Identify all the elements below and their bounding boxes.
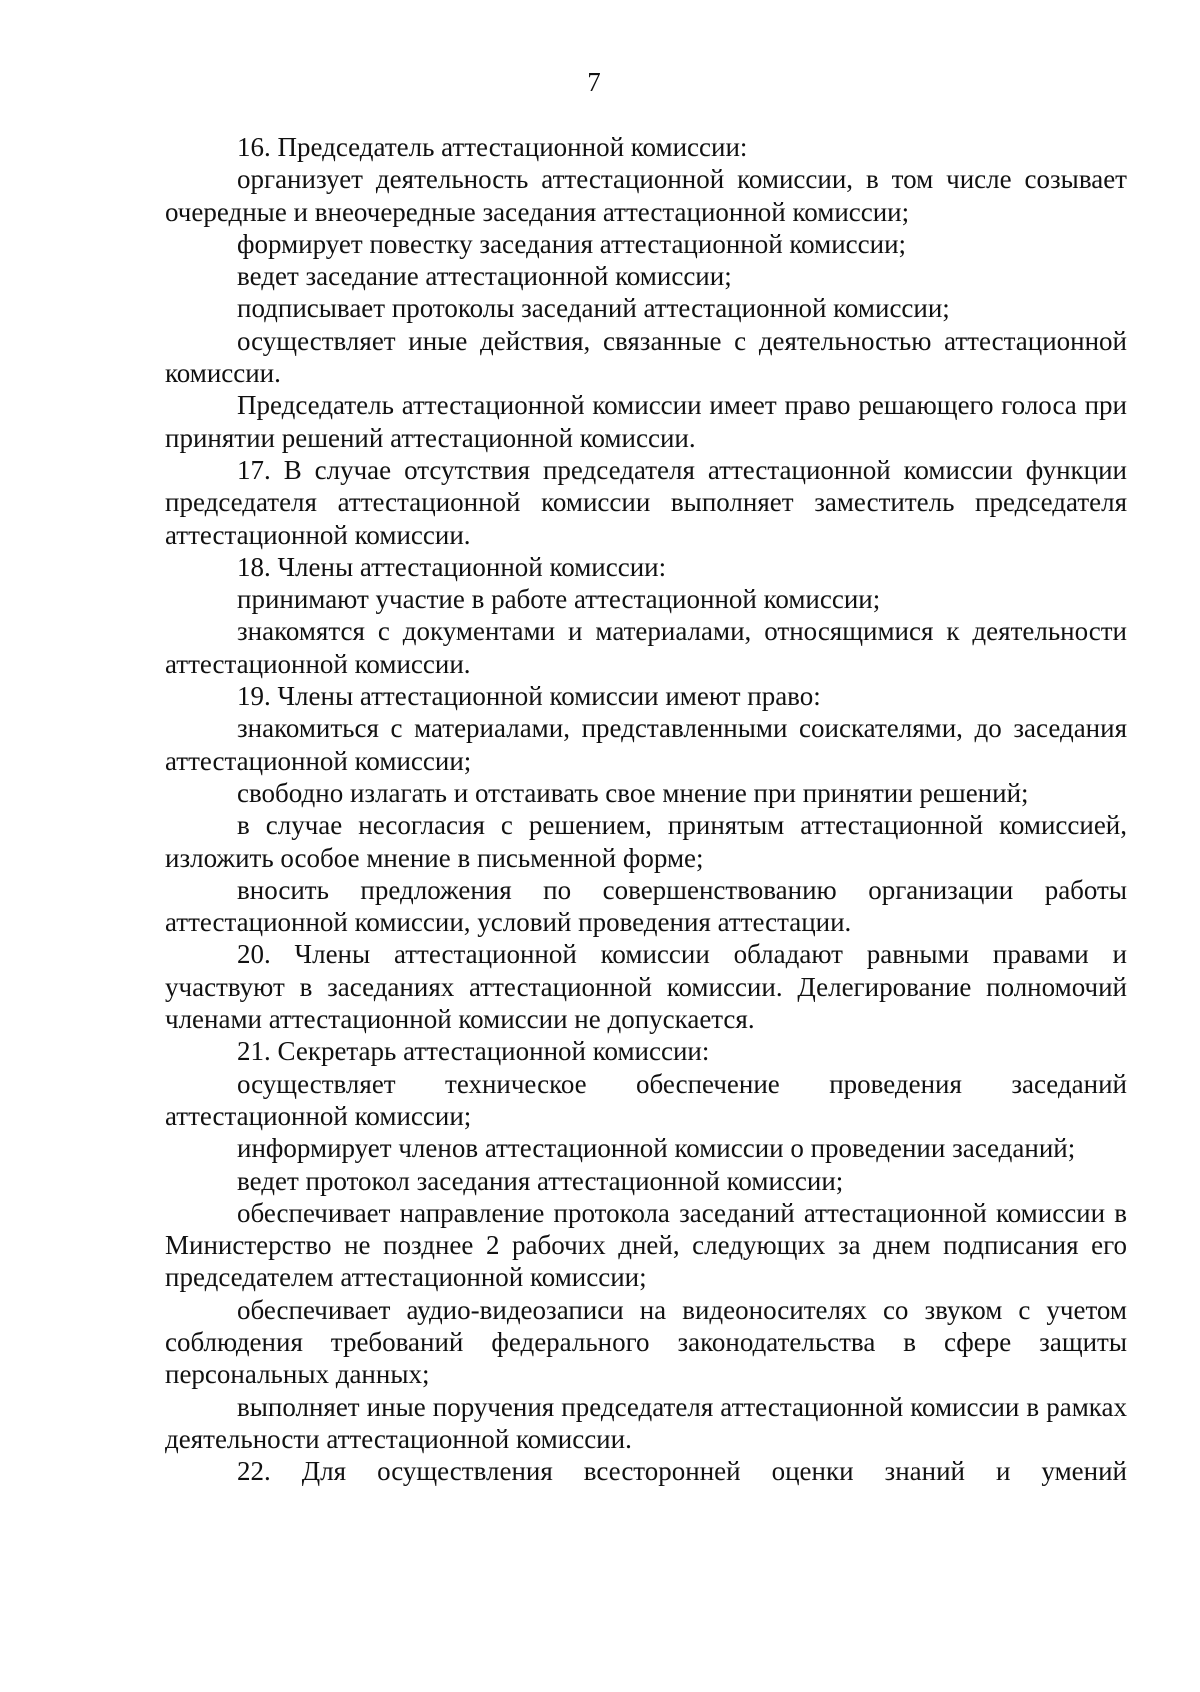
paragraph-21-item-recording: обеспечивает аудио-видеозаписи на видеоносителях со звуком с учетом соблюдения требований федерального законодательства в сфере защиты персональных данных; (165, 1294, 1127, 1390)
paragraph-21-heading: 21. Секретарь аттестационной комиссии: (237, 1036, 710, 1067)
paragraph-20: 20. Члены аттестационной комиссии обладают равными правами и участвуют в заседаниях аттестационной комиссии. Делегирование полномочий членами аттестационной комиссии не допускается. (165, 939, 1127, 1035)
page-number: 7 (587, 67, 601, 97)
paragraph-19-heading: 19. Члены аттестационной комиссии имеют право: (237, 681, 821, 712)
paragraph-16-item-leads: ведет заседание аттестационной комиссии; (237, 261, 732, 292)
paragraph-19-item-materials: знакомиться с материалами, представленными соискателями, до заседания аттестационной комиссии; (165, 713, 1127, 776)
paragraph-18-heading: 18. Члены аттестационной комиссии: (237, 551, 667, 582)
paragraph-19-item-proposals: вносить предложения по совершенствованию организации работы аттестационной комиссии, условий проведения аттестации. (165, 874, 1127, 938)
paragraph-17: 17. В случае отсутствия председателя аттестационной комиссии функции председателя аттестационной комиссии выполняет заместитель председателя аттестационной комиссии. (165, 454, 1127, 550)
paragraph-19-item-opinion: свободно излагать и отстаивать свое мнение при принятии решений; (237, 777, 1029, 808)
paragraph-18-item-documents: знакомятся с документами и материалами, относящимися к деятельности аттестационной комиссии. (165, 616, 1127, 679)
paragraph-16-item-agenda: формирует повестку заседания аттестационной комиссии; (237, 228, 907, 259)
paragraph-21-item-sends: обеспечивает направление протокола заседаний аттестационной комиссии в Министерство не позднее 2 рабочих дней, следующих за днем подписания его председателем аттестационной комиссии; (165, 1197, 1127, 1293)
paragraph-19-item-dissent: в случае несогласия с решением, принятым аттестационной комиссией, изложить особое мнение в письменной форме; (165, 810, 1127, 873)
paragraph-21-item-technical: осуществляет техническое обеспечение проведения заседаний аттестационной комиссии; (165, 1068, 1127, 1131)
paragraph-21-item-minutes: ведет протокол заседания аттестационной комиссии; (237, 1165, 844, 1196)
paragraph-16-heading: 16. Председатель аттестационной комиссии: (237, 132, 748, 162)
paragraph-21-item-informs: информирует членов аттестационной комиссии о проведении заседаний; (237, 1133, 1076, 1164)
paragraph-16-deciding-vote: Председатель аттестационной комиссии имеет право решающего голоса при принятии решений аттестационной комиссии. (165, 390, 1127, 453)
paragraph-16-item-signs: подписывает протоколы заседаний аттестационной комиссии; (237, 293, 950, 324)
paragraph-22-start: 22. Для осуществления всесторонней оценки знаний и умений (237, 1456, 1127, 1487)
paragraph-21-item-other: выполняет иные поручения председателя аттестационной комиссии в рамках деятельности аттестационной комиссии. (165, 1391, 1127, 1454)
paragraph-16-item-organizes: организует деятельность аттестационной комиссии, в том числе созывает очередные и внеочередные заседания аттестационной комиссии; (165, 164, 1127, 227)
paragraph-18-item-participate: принимают участие в работе аттестационной комиссии; (237, 584, 881, 615)
paragraph-16-item-other: осуществляет иные действия, связанные с деятельностью аттестационной комиссии. (165, 325, 1127, 389)
document-body (165, 131, 1127, 1487)
